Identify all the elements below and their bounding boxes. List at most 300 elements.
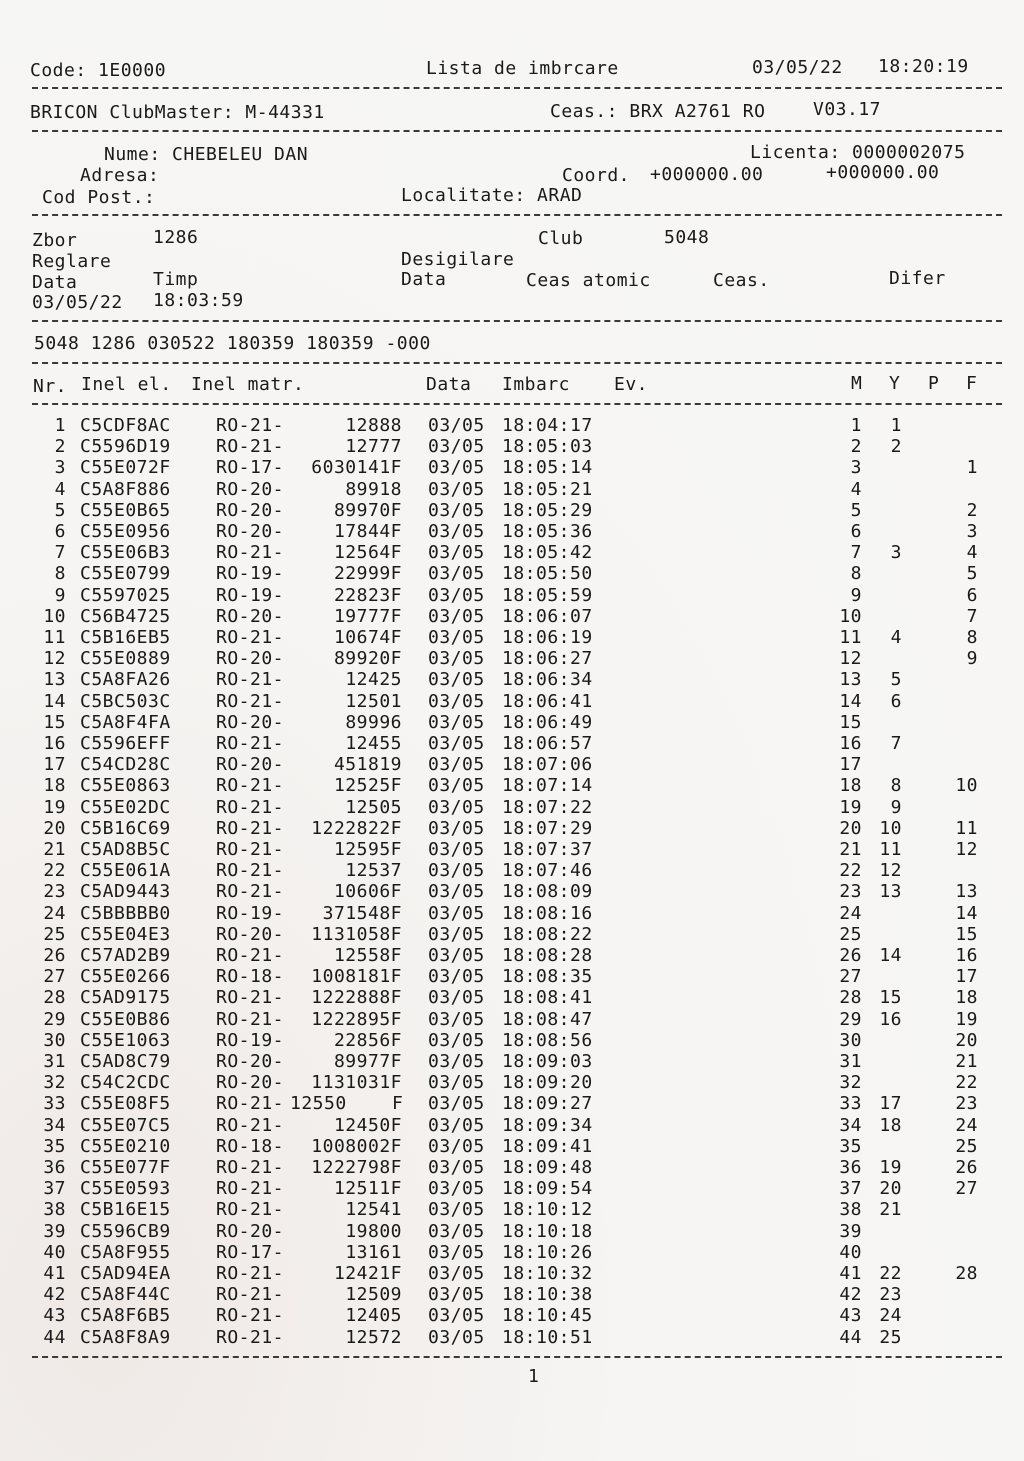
table-row [0, 1242, 1024, 1263]
setting-date: 03/05/22 [32, 292, 123, 313]
row-number: 20 [43, 817, 66, 839]
table-row [0, 775, 1024, 796]
arrival-date: 03/05 [428, 1326, 485, 1348]
arrival-date: 03/05 [428, 1241, 485, 1263]
ring-number: 1131031F [311, 1072, 402, 1094]
f-rank: 28 [955, 1263, 978, 1284]
f-rank: 24 [955, 1114, 978, 1136]
arrival-date: 03/05 [428, 457, 485, 479]
row-number: 28 [43, 987, 66, 1009]
y-rank: 11 [879, 839, 902, 860]
m-rank: 44 [839, 1326, 862, 1348]
ring-prefix: RO-21- [216, 945, 285, 966]
row-number: 5 [54, 499, 66, 521]
y-rank: 19 [879, 1157, 902, 1178]
col-header-f: F [966, 373, 978, 394]
ring-number: 12450F [333, 1114, 402, 1136]
ring-prefix: RO-20- [216, 499, 285, 521]
y-rank: 1 [890, 415, 902, 436]
electronic-ring: C5B16C69 [80, 817, 171, 839]
ring-prefix: RO-21- [216, 881, 285, 903]
f-rank: 26 [955, 1157, 978, 1178]
ring-prefix: RO-21- [216, 436, 285, 458]
ring-number: 12455 [345, 733, 402, 754]
arrival-time: 18:06:27 [502, 648, 593, 670]
license-number: Licenta: 0000002075 [750, 142, 966, 163]
arrival-date: 03/05 [428, 1072, 485, 1094]
arrival-time: 18:10:38 [502, 1284, 593, 1306]
row-number: 36 [43, 1157, 66, 1178]
setting-label: Reglare [32, 251, 112, 272]
arrival-time: 18:10:51 [502, 1326, 593, 1348]
m-rank: 8 [850, 563, 862, 585]
ring-prefix: RO-17- [216, 1241, 285, 1263]
row-number: 27 [43, 966, 66, 988]
ring-number: 1131058F [311, 923, 402, 945]
f-rank: 11 [955, 817, 978, 839]
divider [32, 130, 1002, 132]
electronic-ring: C54CD28C [80, 754, 171, 776]
table-row [0, 903, 1024, 924]
row-number: 8 [54, 563, 66, 585]
y-rank: 25 [879, 1326, 902, 1348]
table-row [0, 648, 1024, 669]
row-number: 10 [43, 605, 66, 627]
electronic-ring: C55E072F [80, 457, 171, 479]
arrival-time: 18:07:37 [502, 839, 593, 860]
clock-label: Ceas. [713, 270, 770, 291]
arrival-date: 03/05 [428, 1199, 485, 1221]
table-row [0, 1157, 1024, 1178]
divider [32, 362, 1002, 364]
ring-number: 12505 [345, 796, 402, 818]
arrival-date: 03/05 [428, 966, 485, 988]
arrival-time: 18:04:17 [502, 415, 593, 436]
electronic-ring: C5BBBBB0 [80, 902, 171, 924]
arrival-date: 03/05 [428, 627, 485, 648]
ring-prefix: RO-21- [216, 627, 285, 648]
m-rank: 7 [850, 542, 862, 564]
col-header-nr: Nr. [33, 376, 68, 397]
ring-prefix: RO-18- [216, 1135, 285, 1157]
y-rank: 20 [879, 1178, 902, 1200]
electronic-ring: C5A8F886 [80, 478, 171, 500]
table-row [0, 818, 1024, 839]
table-row [0, 1009, 1024, 1030]
m-rank: 42 [839, 1284, 862, 1306]
ring-prefix: RO-21- [216, 690, 285, 712]
arrival-time: 18:06:57 [502, 733, 593, 754]
ring-number: 1222895F [311, 1008, 402, 1030]
row-number: 38 [43, 1199, 66, 1221]
table-row [0, 797, 1024, 818]
ring-prefix: RO-21- [216, 839, 285, 860]
arrival-time: 18:06:19 [502, 627, 593, 648]
ring-prefix: RO-21- [216, 669, 285, 691]
row-number: 1 [54, 415, 66, 436]
ring-number: 22999F [333, 563, 402, 585]
row-number: 31 [43, 1051, 66, 1072]
electronic-ring: C55E061A [80, 860, 171, 882]
f-rank: 16 [955, 945, 978, 966]
arrival-date: 03/05 [428, 754, 485, 776]
col-header-inel-el: Inel el. [81, 374, 172, 395]
arrival-time: 18:10:26 [502, 1241, 593, 1263]
m-rank: 39 [839, 1220, 862, 1242]
divider [32, 403, 1002, 405]
arrival-time: 18:08:16 [502, 902, 593, 924]
ring-prefix: RO-21- [216, 1093, 285, 1115]
electronic-ring: C5BC503C [80, 690, 171, 712]
table-row [0, 754, 1024, 775]
y-rank: 24 [879, 1305, 902, 1327]
row-number: 6 [54, 521, 66, 542]
ring-number: 12501 [345, 690, 402, 712]
ring-prefix: RO-18- [216, 966, 285, 988]
arrival-date: 03/05 [428, 733, 485, 754]
club-number: 5048 [664, 227, 710, 248]
f-rank: 10 [955, 775, 978, 797]
table-row [0, 1051, 1024, 1072]
ring-number: 12572 [345, 1326, 402, 1348]
unsealing-date-label: Data [401, 269, 447, 290]
ring-prefix: RO-21- [216, 415, 285, 436]
row-number: 32 [43, 1072, 66, 1094]
arrival-time: 18:09:41 [502, 1135, 593, 1157]
row-number: 18 [43, 775, 66, 797]
postal-code-label: Cod Post.: [42, 187, 156, 208]
row-number: 7 [54, 542, 66, 564]
f-rank: 18 [955, 987, 978, 1009]
table-row [0, 457, 1024, 478]
arrival-date: 03/05 [428, 817, 485, 839]
f-rank: 4 [966, 542, 978, 564]
ring-prefix: RO-20- [216, 1051, 285, 1072]
ring-prefix: RO-20- [216, 605, 285, 627]
ring-prefix: RO-20- [216, 648, 285, 670]
table-row [0, 881, 1024, 902]
divider [32, 87, 1002, 89]
row-number: 9 [54, 584, 66, 606]
electronic-ring: C55E0B86 [80, 1008, 171, 1030]
ring-prefix: RO-21- [216, 817, 285, 839]
m-rank: 30 [839, 1029, 862, 1051]
table-row [0, 415, 1024, 436]
y-rank: 9 [890, 796, 902, 818]
table-row [0, 839, 1024, 860]
table-row [0, 987, 1024, 1008]
ring-prefix: RO-19- [216, 902, 285, 924]
col-header-y: Y [889, 373, 901, 394]
m-rank: 22 [839, 860, 862, 882]
club-label: Club [538, 228, 584, 249]
row-number: 34 [43, 1114, 66, 1136]
m-rank: 20 [839, 817, 862, 839]
arrival-date: 03/05 [428, 1008, 485, 1030]
print-date: 03/05/22 [752, 57, 843, 78]
electronic-ring: C56B4725 [80, 605, 171, 627]
y-rank: 17 [879, 1093, 902, 1115]
flight-number: 1286 [153, 227, 199, 248]
ring-prefix: RO-21- [216, 775, 285, 797]
m-rank: 5 [850, 499, 862, 521]
arrival-date: 03/05 [428, 690, 485, 712]
ring-number: 89918 [345, 478, 402, 500]
electronic-ring: C5596CB9 [80, 1220, 171, 1242]
row-number: 2 [54, 436, 66, 458]
arrival-time: 18:09:27 [502, 1093, 593, 1115]
ring-prefix: RO-21- [216, 1199, 285, 1221]
electronic-ring: C5A8F955 [80, 1241, 171, 1263]
y-rank: 5 [890, 669, 902, 691]
electronic-ring: C57AD2B9 [80, 945, 171, 966]
arrival-date: 03/05 [428, 711, 485, 733]
table-row [0, 712, 1024, 733]
arrival-date: 03/05 [428, 987, 485, 1009]
electronic-ring: C5A8F44C [80, 1284, 171, 1306]
electronic-ring: C55E07C5 [80, 1114, 171, 1136]
setting-time: 18:03:59 [153, 290, 244, 311]
electronic-ring: C5597025 [80, 584, 171, 606]
arrival-time: 18:09:03 [502, 1051, 593, 1072]
arrival-date: 03/05 [428, 1029, 485, 1051]
row-number: 11 [43, 627, 66, 648]
electronic-ring: C55E0210 [80, 1135, 171, 1157]
m-rank: 9 [850, 584, 862, 606]
arrival-time: 18:08:41 [502, 987, 593, 1009]
coord-y: +000000.00 [826, 162, 940, 183]
ring-prefix: RO-21- [216, 542, 285, 564]
row-number: 4 [54, 478, 66, 500]
difference-label: Difer [889, 268, 946, 289]
row-number: 16 [43, 733, 66, 754]
arrival-time: 18:08:09 [502, 881, 593, 903]
ring-prefix: RO-21- [216, 987, 285, 1009]
f-rank: 12 [955, 839, 978, 860]
arrival-time: 18:06:41 [502, 690, 593, 712]
arrival-date: 03/05 [428, 648, 485, 670]
m-rank: 33 [839, 1093, 862, 1115]
table-row [0, 563, 1024, 584]
table-row [0, 669, 1024, 690]
f-rank: 2 [966, 499, 978, 521]
ring-number: 89970F [333, 499, 402, 521]
ring-number: 12564F [333, 542, 402, 564]
table-row [0, 1072, 1024, 1093]
m-rank: 14 [839, 690, 862, 712]
m-rank: 3 [850, 457, 862, 479]
arrival-time: 18:05:21 [502, 478, 593, 500]
page-number: 1 [528, 1366, 540, 1387]
arrival-date: 03/05 [428, 860, 485, 882]
row-number: 25 [43, 923, 66, 945]
electronic-ring: C5AD8C79 [80, 1051, 171, 1072]
ring-prefix: RO-21- [216, 1263, 285, 1284]
ring-prefix: RO-21- [216, 1326, 285, 1348]
arrival-time: 18:06:34 [502, 669, 593, 691]
y-rank: 23 [879, 1284, 902, 1306]
electronic-ring: C5AD8B5C [80, 839, 171, 860]
electronic-ring: C55E0799 [80, 563, 171, 585]
table-row [0, 1263, 1024, 1284]
m-rank: 16 [839, 733, 862, 754]
ring-number: 1008002F [311, 1135, 402, 1157]
m-rank: 2 [850, 436, 862, 458]
y-rank: 3 [890, 542, 902, 564]
arrival-time: 18:10:32 [502, 1263, 593, 1284]
arrival-date: 03/05 [428, 1220, 485, 1242]
table-row [0, 691, 1024, 712]
m-rank: 31 [839, 1051, 862, 1072]
ring-prefix: RO-21- [216, 860, 285, 882]
ring-number: 12550 F [290, 1093, 404, 1115]
ring-prefix: RO-20- [216, 1072, 285, 1094]
m-rank: 13 [839, 669, 862, 691]
col-header-data: Data [426, 374, 472, 395]
col-header-p: P [928, 373, 940, 394]
ring-prefix: RO-20- [216, 754, 285, 776]
arrival-time: 18:05:14 [502, 457, 593, 479]
electronic-ring: C5AD94EA [80, 1263, 171, 1284]
coord-label: Coord. [562, 165, 631, 186]
arrival-date: 03/05 [428, 415, 485, 436]
ring-number: 10606F [333, 881, 402, 903]
col-header-inel-matr: Inel matr. [191, 374, 305, 395]
electronic-ring: C55E0593 [80, 1178, 171, 1200]
m-rank: 25 [839, 923, 862, 945]
f-rank: 19 [955, 1008, 978, 1030]
ring-prefix: RO-20- [216, 711, 285, 733]
ring-prefix: RO-21- [216, 796, 285, 818]
electronic-ring: C5A8F6B5 [80, 1305, 171, 1327]
arrival-date: 03/05 [428, 1093, 485, 1115]
m-rank: 40 [839, 1241, 862, 1263]
table-row [0, 606, 1024, 627]
version: V03.17 [813, 99, 882, 120]
m-rank: 37 [839, 1178, 862, 1200]
m-rank: 19 [839, 796, 862, 818]
divider [32, 1356, 1002, 1358]
y-rank: 16 [879, 1008, 902, 1030]
row-number: 26 [43, 945, 66, 966]
electronic-ring: C5596EFF [80, 733, 171, 754]
electronic-ring: C55E0956 [80, 521, 171, 542]
ring-number: 19777F [333, 605, 402, 627]
address-label: Adresa: [80, 165, 160, 186]
arrival-time: 18:07:06 [502, 754, 593, 776]
ring-number: 89977F [333, 1051, 402, 1072]
ring-number: 1222888F [311, 987, 402, 1009]
y-rank: 4 [890, 627, 902, 648]
arrival-time: 18:10:45 [502, 1305, 593, 1327]
y-rank: 6 [890, 690, 902, 712]
arrival-time: 18:06:49 [502, 711, 593, 733]
row-number: 43 [43, 1305, 66, 1327]
f-rank: 22 [955, 1072, 978, 1094]
arrival-time: 18:08:47 [502, 1008, 593, 1030]
m-rank: 36 [839, 1157, 862, 1178]
arrival-date: 03/05 [428, 478, 485, 500]
table-row [0, 585, 1024, 606]
arrival-date: 03/05 [428, 669, 485, 691]
f-rank: 15 [955, 923, 978, 945]
arrival-date: 03/05 [428, 775, 485, 797]
table-row [0, 542, 1024, 563]
arrival-date: 03/05 [428, 945, 485, 966]
electronic-ring: C5AD9175 [80, 987, 171, 1009]
table-row [0, 1115, 1024, 1136]
arrival-time: 18:05:03 [502, 436, 593, 458]
ring-prefix: RO-19- [216, 584, 285, 606]
ring-prefix: RO-21- [216, 733, 285, 754]
arrival-date: 03/05 [428, 499, 485, 521]
row-number: 3 [54, 457, 66, 479]
ring-prefix: RO-20- [216, 521, 285, 542]
ring-number: 371548F [322, 902, 402, 924]
table-row [0, 1199, 1024, 1220]
ring-number: 12558F [333, 945, 402, 966]
ring-prefix: RO-21- [216, 1178, 285, 1200]
ring-number: 12537 [345, 860, 402, 882]
arrival-time: 18:07:29 [502, 817, 593, 839]
y-rank: 7 [890, 733, 902, 754]
m-rank: 11 [839, 627, 862, 648]
electronic-ring: C5596D19 [80, 436, 171, 458]
f-rank: 1 [966, 457, 978, 479]
y-rank: 22 [879, 1263, 902, 1284]
m-rank: 1 [850, 415, 862, 436]
table-row [0, 436, 1024, 457]
ring-number: 12425 [345, 669, 402, 691]
row-number: 35 [43, 1135, 66, 1157]
arrival-date: 03/05 [428, 542, 485, 564]
y-rank: 21 [879, 1199, 902, 1221]
row-number: 29 [43, 1008, 66, 1030]
col-header-imbarc: Imbarc [502, 374, 571, 395]
row-number: 22 [43, 860, 66, 882]
m-rank: 4 [850, 478, 862, 500]
row-number: 14 [43, 690, 66, 712]
ring-prefix: RO-17- [216, 457, 285, 479]
arrival-time: 18:09:48 [502, 1157, 593, 1178]
ring-number: 12777 [345, 436, 402, 458]
ring-number: 22856F [333, 1029, 402, 1051]
m-rank: 27 [839, 966, 862, 988]
row-number: 44 [43, 1326, 66, 1348]
arrival-date: 03/05 [428, 563, 485, 585]
row-number: 12 [43, 648, 66, 670]
ring-prefix: RO-21- [216, 1008, 285, 1030]
table-row [0, 733, 1024, 754]
f-rank: 13 [955, 881, 978, 903]
arrival-time: 18:09:20 [502, 1072, 593, 1094]
y-rank: 15 [879, 987, 902, 1009]
arrival-time: 18:08:56 [502, 1029, 593, 1051]
ring-number: 12511F [333, 1178, 402, 1200]
table-row [0, 1030, 1024, 1051]
divider [32, 214, 1002, 216]
m-rank: 23 [839, 881, 862, 903]
ring-number: 12421F [333, 1263, 402, 1284]
ring-prefix: RO-19- [216, 563, 285, 585]
arrival-time: 18:05:29 [502, 499, 593, 521]
locality: Localitate: ARAD [401, 185, 583, 206]
electronic-ring: C55E0863 [80, 775, 171, 797]
table-row [0, 1327, 1024, 1348]
m-rank: 26 [839, 945, 862, 966]
arrival-time: 18:08:35 [502, 966, 593, 988]
arrival-time: 18:10:18 [502, 1220, 593, 1242]
